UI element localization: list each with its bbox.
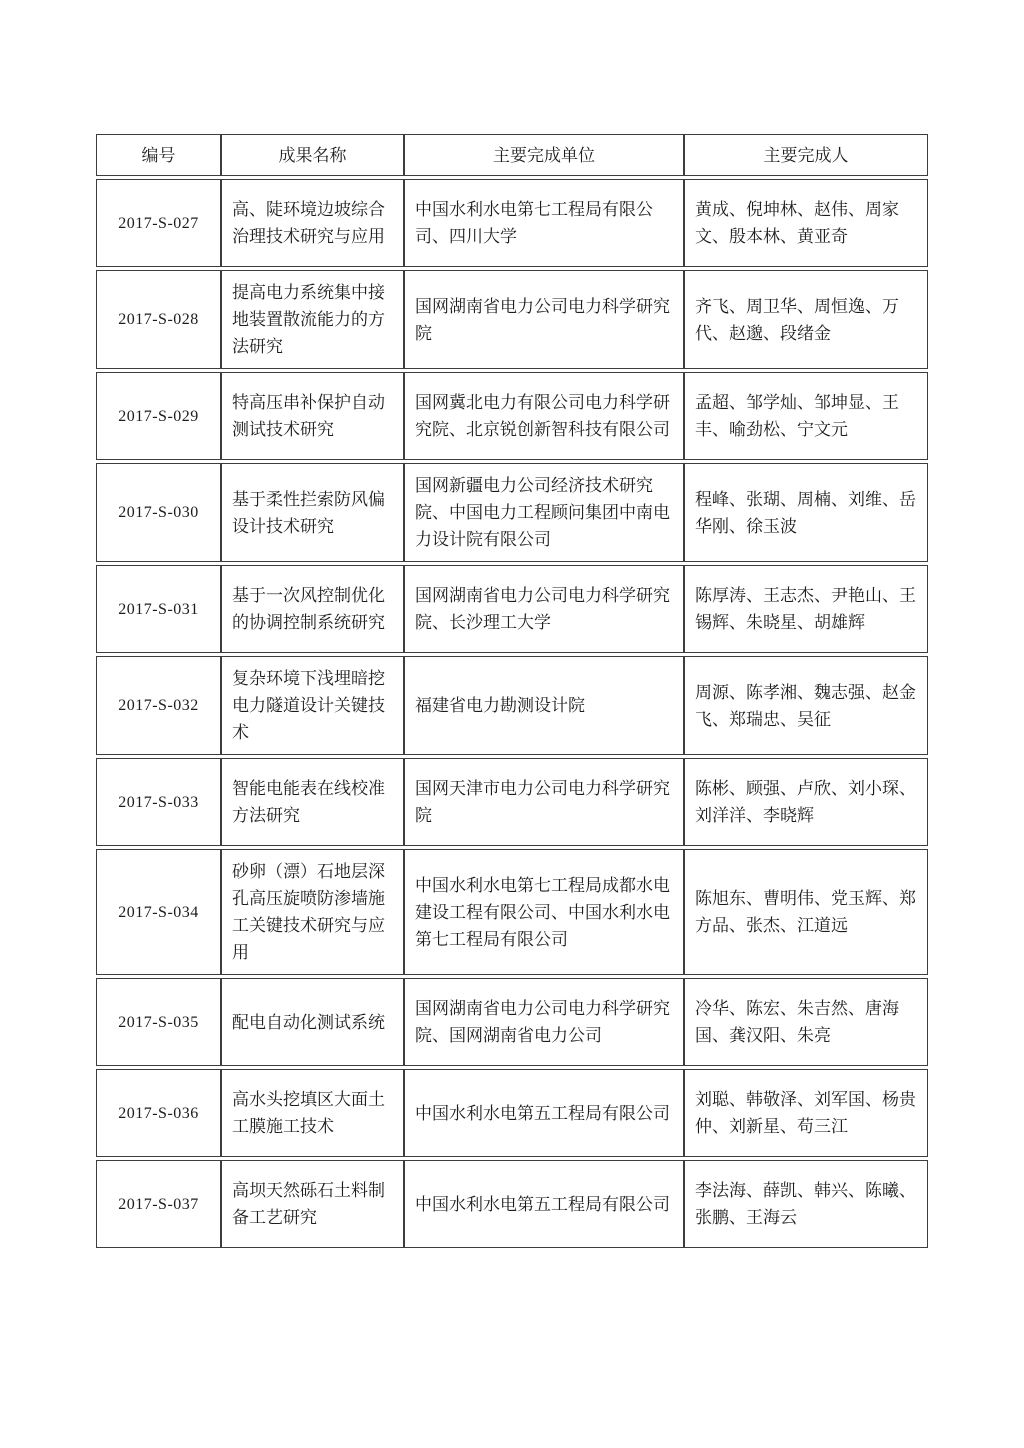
cell-achievement-name: 高水头挖填区大面土工膜施工技术 [221, 1069, 404, 1157]
cell-achievement-name: 砂卵（漂）石地层深孔高压旋喷防渗墙施工关键技术研究与应用 [221, 849, 404, 975]
cell-main-unit: 福建省电力勘测设计院 [404, 656, 684, 755]
cell-main-people: 陈彬、顾强、卢欣、刘小琛、刘洋洋、李晓辉 [684, 758, 928, 846]
cell-id: 2017-S-030 [96, 463, 221, 562]
cell-id: 2017-S-036 [96, 1069, 221, 1157]
cell-achievement-name: 提高电力系统集中接地装置散流能力的方法研究 [221, 270, 404, 369]
cell-main-unit: 国网湖南省电力公司电力科学研究院 [404, 270, 684, 369]
cell-main-unit: 中国水利水电第七工程局有限公司、四川大学 [404, 179, 684, 267]
cell-main-people: 李法海、薛凯、韩兴、陈曦、张鹏、王海云 [684, 1160, 928, 1248]
cell-id: 2017-S-037 [96, 1160, 221, 1248]
cell-main-unit: 国网冀北电力有限公司电力科学研究院、北京锐创新智科技有限公司 [404, 372, 684, 460]
table-row [96, 1160, 928, 1248]
cell-main-unit: 国网新疆电力公司经济技术研究院、中国电力工程顾问集团中南电力设计院有限公司 [404, 463, 684, 562]
cell-id: 2017-S-031 [96, 565, 221, 653]
table-body [96, 179, 928, 1248]
cell-achievement-name: 高坝天然砾石土料制备工艺研究 [221, 1160, 404, 1248]
cell-achievement-name: 高、陡环境边坡综合治理技术研究与应用 [221, 179, 404, 267]
cell-achievement-name: 配电自动化测试系统 [221, 978, 404, 1066]
cell-id: 2017-S-035 [96, 978, 221, 1066]
table-row [96, 565, 928, 653]
cell-id: 2017-S-032 [96, 656, 221, 755]
column-header-main-unit: 主要完成单位 [404, 134, 684, 176]
table-row [96, 849, 928, 975]
header-row [96, 134, 928, 176]
table-row [96, 758, 928, 846]
cell-id: 2017-S-034 [96, 849, 221, 975]
table-row [96, 179, 928, 267]
cell-achievement-name: 基于一次风控制优化的协调控制系统研究 [221, 565, 404, 653]
table-row [96, 463, 928, 562]
table-row [96, 1069, 928, 1157]
table-row [96, 270, 928, 369]
cell-main-people: 孟超、邹学灿、邹坤显、王丰、喻劲松、宁文元 [684, 372, 928, 460]
column-header-main-people: 主要完成人 [684, 134, 928, 176]
cell-main-people: 黄成、倪坤林、赵伟、周家文、殷本林、黄亚奇 [684, 179, 928, 267]
results-table [96, 131, 928, 1251]
cell-main-unit: 国网天津市电力公司电力科学研究院 [404, 758, 684, 846]
cell-achievement-name: 基于柔性拦索防风偏设计技术研究 [221, 463, 404, 562]
cell-achievement-name: 复杂环境下浅埋暗挖电力隧道设计关键技术 [221, 656, 404, 755]
cell-id: 2017-S-033 [96, 758, 221, 846]
cell-main-unit: 中国水利水电第五工程局有限公司 [404, 1069, 684, 1157]
table-row [96, 978, 928, 1066]
cell-main-people: 刘聪、韩敬泽、刘军国、杨贵仲、刘新星、苟三江 [684, 1069, 928, 1157]
cell-main-unit: 中国水利水电第七工程局成都水电建设工程有限公司、中国水利水电第七工程局有限公司 [404, 849, 684, 975]
table-row [96, 656, 928, 755]
cell-id: 2017-S-028 [96, 270, 221, 369]
cell-main-unit: 国网湖南省电力公司电力科学研究院、国网湖南省电力公司 [404, 978, 684, 1066]
cell-achievement-name: 特高压串补保护自动测试技术研究 [221, 372, 404, 460]
cell-main-people: 齐飞、周卫华、周恒逸、万代、赵邈、段绪金 [684, 270, 928, 369]
cell-main-unit: 国网湖南省电力公司电力科学研究院、长沙理工大学 [404, 565, 684, 653]
cell-main-people: 周源、陈孝湘、魏志强、赵金飞、郑瑞忠、吴征 [684, 656, 928, 755]
cell-main-people: 冷华、陈宏、朱吉然、唐海国、龚汉阳、朱亮 [684, 978, 928, 1066]
cell-id: 2017-S-027 [96, 179, 221, 267]
column-header-id: 编号 [96, 134, 221, 176]
cell-main-people: 程峰、张瑚、周楠、刘维、岳华刚、徐玉波 [684, 463, 928, 562]
cell-main-unit: 中国水利水电第五工程局有限公司 [404, 1160, 684, 1248]
cell-main-people: 陈厚涛、王志杰、尹艳山、王锡辉、朱晓星、胡雄辉 [684, 565, 928, 653]
cell-id: 2017-S-029 [96, 372, 221, 460]
table-row [96, 372, 928, 460]
column-header-achievement-name: 成果名称 [221, 134, 404, 176]
table-header [96, 134, 928, 176]
cell-achievement-name: 智能电能表在线校准方法研究 [221, 758, 404, 846]
cell-main-people: 陈旭东、曹明伟、党玉辉、郑方品、张杰、江道远 [684, 849, 928, 975]
